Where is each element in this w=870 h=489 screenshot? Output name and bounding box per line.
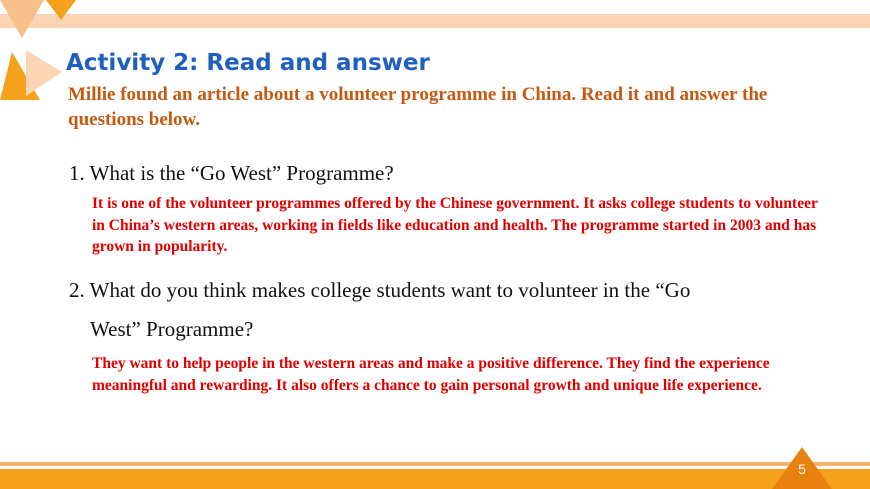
bottom-band — [0, 469, 870, 489]
question-2-line-2: West” Programme? — [90, 317, 254, 341]
top-decorative-band — [0, 14, 870, 28]
question-2-line-1: 2. What do you think makes college students want to volunteer in the “Go — [69, 278, 691, 302]
page-number: 5 — [798, 461, 806, 477]
answer-1: It is one of the volunteer programmes offered by the Chinese government. It asks college students to volunteer in China’s western areas, working in fields like education and health. The programme started in 2003 and has grown in popularity. — [92, 195, 818, 255]
answer-2: They want to help people in the western areas and make a positive difference. They find the experience meaningful and rewarding. It also offers a chance to gain personal growth and unique life experience. — [92, 355, 770, 394]
slide-title: Activity 2: Read and answer — [66, 50, 430, 76]
bottom-stripe — [0, 462, 870, 466]
question-1: 1. What is the “Go West” Programme? — [69, 161, 394, 185]
intro-text: Millie found an article about a volunteer programme in China. Read it and answer the questions below. — [68, 84, 768, 130]
